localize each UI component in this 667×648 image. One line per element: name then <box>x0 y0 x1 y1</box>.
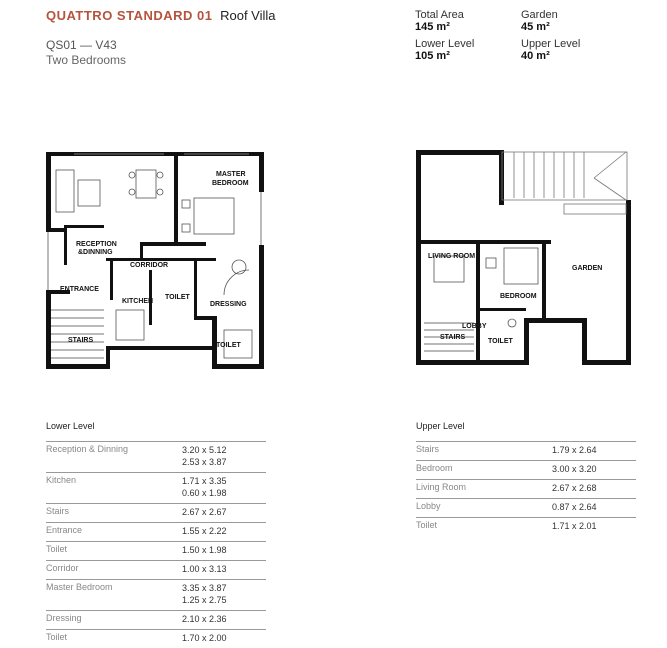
table-row <box>416 518 636 537</box>
table-row <box>46 630 266 648</box>
lower-level-floor-plan <box>44 150 266 372</box>
room-name: Bedroom <box>416 461 552 480</box>
table-row <box>416 461 636 480</box>
table-row <box>46 580 266 611</box>
label-reception: RECEPTION <box>76 241 117 248</box>
room-name: Kitchen <box>46 473 182 504</box>
stat-total-area <box>415 9 464 33</box>
table-row <box>416 442 636 461</box>
label-toilet-lower: TOILET <box>165 294 190 301</box>
table-row <box>46 442 266 473</box>
room-dims: 2.10 x 2.36 <box>182 611 266 630</box>
upper-level-title: Upper Level <box>416 421 465 431</box>
upper-level-floor-plan <box>414 148 634 370</box>
label-stairs-upper: STAIRS <box>440 334 465 341</box>
stat-label: Lower Level <box>415 38 474 50</box>
room-name: Dressing <box>46 611 182 630</box>
room-dims: 1.50 x 1.98 <box>182 542 266 561</box>
stat-value: 145 m² <box>415 21 464 33</box>
room-name: Toilet <box>416 518 552 537</box>
table-row <box>46 473 266 504</box>
room-dims: 3.35 x 3.87 1.25 x 2.75 <box>182 580 266 611</box>
stat-value: 105 m² <box>415 50 474 62</box>
label-living-room: LIVING ROOM <box>428 253 475 260</box>
room-dims: 3.00 x 3.20 <box>552 461 636 480</box>
upper-level-room-table <box>416 441 636 536</box>
room-name: Lobby <box>416 499 552 518</box>
room-name: Living Room <box>416 480 552 499</box>
label-master-bedroom: BEDROOM <box>212 180 249 187</box>
stat-label: Garden <box>521 9 558 21</box>
table-row <box>46 504 266 523</box>
stat-garden <box>521 9 558 33</box>
room-name: Toilet <box>46 630 182 648</box>
room-dims: 2.67 x 2.67 <box>182 504 266 523</box>
label-entrance: ENTRANCE <box>60 286 99 293</box>
table-row <box>416 499 636 518</box>
lower-level-title: Lower Level <box>46 421 95 431</box>
room-dims: 3.20 x 5.12 2.53 x 3.87 <box>182 442 266 473</box>
stat-lower-level <box>415 38 474 62</box>
room-dims: 2.67 x 2.68 <box>552 480 636 499</box>
stat-value: 40 m² <box>521 50 580 62</box>
table-row <box>416 480 636 499</box>
room-name: Master Bedroom <box>46 580 182 611</box>
label-corridor: CORRIDOR <box>130 262 168 269</box>
room-dims: 1.71 x 3.35 0.60 x 1.98 <box>182 473 266 504</box>
room-dims: 1.70 x 2.00 <box>182 630 266 648</box>
room-dims: 1.55 x 2.22 <box>182 523 266 542</box>
label-dressing: DRESSING <box>210 301 247 308</box>
table-row <box>46 542 266 561</box>
room-dims: 1.79 x 2.64 <box>552 442 636 461</box>
unit-code: QS01 — V43 <box>46 38 117 52</box>
room-name: Stairs <box>46 504 182 523</box>
room-name: Toilet <box>46 542 182 561</box>
label-kitchen: KITCHEN <box>122 298 153 305</box>
table-row <box>46 561 266 580</box>
villa-type: Roof Villa <box>220 8 275 23</box>
table-row <box>46 523 266 542</box>
label-toilet-upper: TOILET <box>488 338 513 345</box>
page-title <box>46 8 276 23</box>
label-dinning: &DINNING <box>78 249 113 256</box>
stat-label: Upper Level <box>521 38 580 50</box>
label-toilet-lower-2: TOILET <box>216 342 241 349</box>
stat-upper-level <box>521 38 580 62</box>
room-dims: 0.87 x 2.64 <box>552 499 636 518</box>
table-row <box>46 611 266 630</box>
label-master: MASTER <box>216 171 246 178</box>
label-lobby: LOBBY <box>462 323 487 330</box>
room-dims: 1.00 x 3.13 <box>182 561 266 580</box>
bedroom-count: Two Bedrooms <box>46 53 126 67</box>
room-name: Reception & Dinning <box>46 442 182 473</box>
room-dims: 1.71 x 2.01 <box>552 518 636 537</box>
room-name: Corridor <box>46 561 182 580</box>
stat-value: 45 m² <box>521 21 558 33</box>
room-name: Entrance <box>46 523 182 542</box>
stat-label: Total Area <box>415 9 464 21</box>
label-garden: GARDEN <box>572 265 602 272</box>
label-stairs-lower: STAIRS <box>68 337 93 344</box>
label-bedroom-upper: BEDROOM <box>500 293 537 300</box>
lower-level-room-table <box>46 441 266 648</box>
brand-name: QUATTRO STANDARD 01 <box>46 8 212 23</box>
room-name: Stairs <box>416 442 552 461</box>
